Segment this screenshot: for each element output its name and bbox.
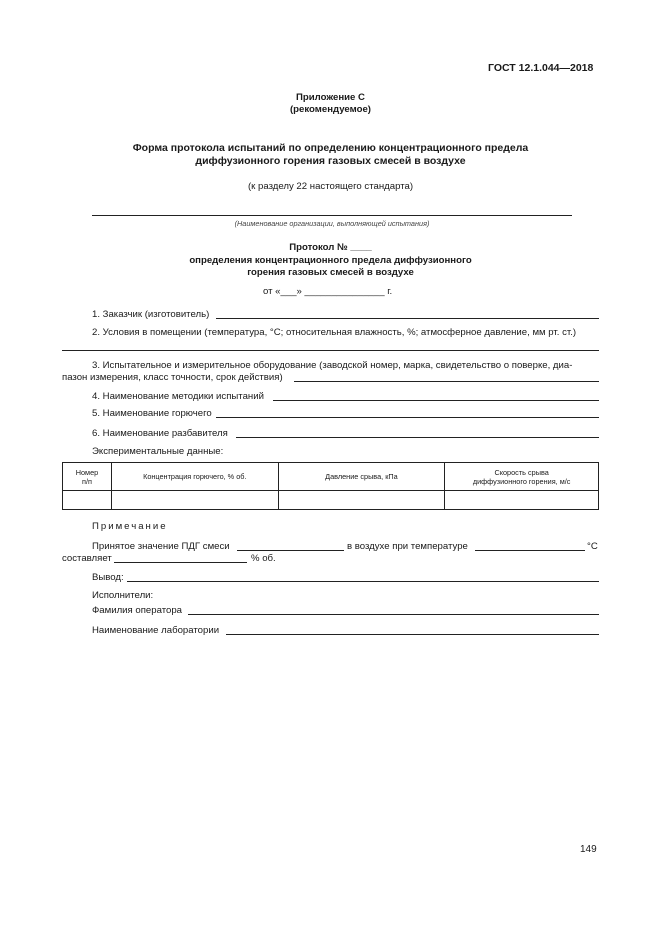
organization-caption: (Наименование организации, выполняющей испытания) <box>234 219 430 228</box>
field-equipment-label-1: 3. Испытательное и измерительное оборудование (заводской номер, марка, свидетельство о поверке, диа- <box>92 360 573 371</box>
appendix-status: (рекомендуемое) <box>289 104 371 115</box>
protocol-date-line: от «___» _______________ г. <box>263 286 393 297</box>
laboratory-line[interactable] <box>226 634 599 635</box>
field-diluent-line[interactable] <box>236 437 599 438</box>
protocol-subtitle1: определения концентрационного предела диффузионного <box>189 255 472 266</box>
table-header-pressure: Давление срыва, кПа <box>278 463 445 491</box>
field-fuel-label: 5. Наименование горючего <box>92 408 212 419</box>
operator-label: Фамилия оператора <box>92 605 183 616</box>
note-pdg-value-line[interactable] <box>237 550 344 551</box>
field-customer-line[interactable] <box>216 318 599 319</box>
conclusion-label: Вывод: <box>92 572 124 583</box>
table-header-row <box>63 463 599 491</box>
note-temperature-line[interactable] <box>475 550 585 551</box>
operator-line[interactable] <box>188 614 599 615</box>
standard-code: ГОСТ 12.1.044—2018 <box>488 62 594 74</box>
note-line2-label: составляет <box>62 553 112 564</box>
field-conditions-label: 2. Условия в помещении (температура, °С; относительная влажность, %; атмосферное давление, мм рт. ст.) <box>92 327 577 338</box>
note-line1-label-a: Принятое значение ПДГ смеси <box>92 541 230 552</box>
appendix-title: Приложение С <box>296 92 365 103</box>
table-header-number: Номер п/п <box>63 463 112 491</box>
table-cell-concentration[interactable] <box>111 491 278 510</box>
table-cell-speed[interactable] <box>445 491 599 510</box>
field-customer-label: 1. Заказчик (изготовитель) <box>92 309 210 320</box>
laboratory-label: Наименование лаборатории <box>92 625 220 636</box>
conclusion-line[interactable] <box>127 581 599 582</box>
note-percent-line[interactable] <box>114 562 247 563</box>
form-title-line1: Форма протокола испытаний по определению концентрационного предела <box>132 142 529 154</box>
table-header-concentration: Концентрация горючего, % об. <box>111 463 278 491</box>
table-cell-pressure[interactable] <box>278 491 445 510</box>
form-reference: (к разделу 22 настоящего стандарта) <box>247 181 414 192</box>
field-method-line[interactable] <box>273 400 599 401</box>
table-header-speed: Скорость срыва диффузионного горения, м/с <box>445 463 599 491</box>
field-equipment-label-2: пазон измерения, класс точности, срок действия) <box>62 372 283 383</box>
field-diluent-label: 6. Наименование разбавителя <box>92 428 228 439</box>
organization-line[interactable] <box>92 215 572 216</box>
note-temperature-unit: °С <box>587 541 598 552</box>
protocol-subtitle2: горения газовых смесей в воздухе <box>247 267 414 278</box>
executors-label: Исполнители: <box>92 590 154 601</box>
note-percent-unit: % об. <box>251 553 276 564</box>
table-cell-number[interactable] <box>63 491 112 510</box>
experimental-data-label: Экспериментальные данные: <box>92 446 224 457</box>
form-title-line2: диффузионного горения газовых смесей в воздухе <box>195 155 466 167</box>
note-title: Примечание <box>92 521 168 532</box>
field-equipment-line[interactable] <box>294 381 599 382</box>
field-fuel-line[interactable] <box>216 417 599 418</box>
protocol-title: Протокол № ____ <box>289 242 372 253</box>
experimental-data-table <box>62 462 599 510</box>
page-number: 149 <box>580 844 597 855</box>
note-line1-label-b: в воздухе при температуре <box>347 541 468 552</box>
field-conditions-line[interactable] <box>62 350 599 351</box>
table-row <box>63 491 599 510</box>
field-method-label: 4. Наименование методики испытаний <box>92 391 264 402</box>
